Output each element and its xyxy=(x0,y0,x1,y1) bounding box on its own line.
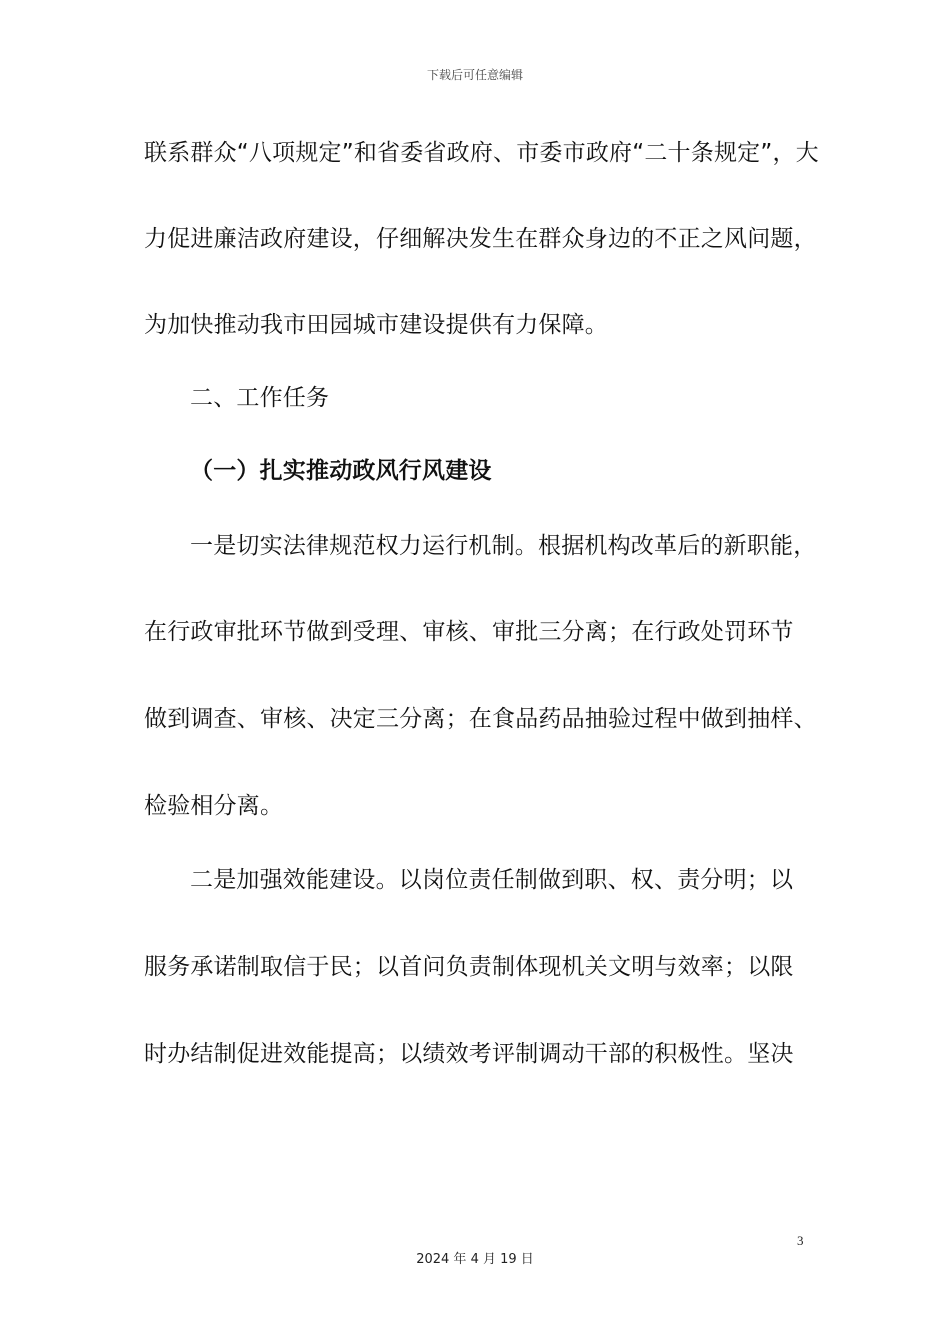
page-number: 3 xyxy=(797,1233,804,1248)
paragraph-1-line-2: 在行政审批环节做到受理、审核、审批三分离；在行政处罚环节 xyxy=(144,619,794,645)
footer-date: 2024 年 4 月 19 日 xyxy=(416,1252,534,1267)
body-line-1: 联系群众“八项规定”和省委省政府、市委市政府“二十条规定”，大 xyxy=(144,140,819,166)
paragraph-1-line-1: 一是切实法律规范权力运行机制。根据机构改革后的新职能， xyxy=(190,533,817,559)
paragraph-2-line-2: 服务承诺制取信于民；以首问负责制体现机关文明与效率；以限 xyxy=(144,954,794,980)
section-heading: 二、工作任务 xyxy=(190,385,330,411)
paragraph-2-line-1: 二是加强效能建设。以岗位责任制做到职、权、责分明；以 xyxy=(190,867,794,893)
header-note: 下载后可任意编辑 xyxy=(426,68,523,82)
paragraph-1-line-4: 检验相分离。 xyxy=(144,793,284,819)
body-line-2: 力促进廉洁政府建设，仔细解决发生在群众身边的不正之风问题， xyxy=(144,226,817,252)
paragraph-2-line-3: 时办结制促进效能提高；以绩效考评制调动干部的积极性。坚决 xyxy=(144,1041,794,1067)
paragraph-1-line-3: 做到调查、审核、决定三分离；在食品药品抽验过程中做到抽样、 xyxy=(144,706,817,732)
body-line-3: 为加快推动我市田园城市建设提供有力保障。 xyxy=(144,312,608,338)
subsection-heading: （一）扎实推动政风行风建设 xyxy=(190,458,492,484)
